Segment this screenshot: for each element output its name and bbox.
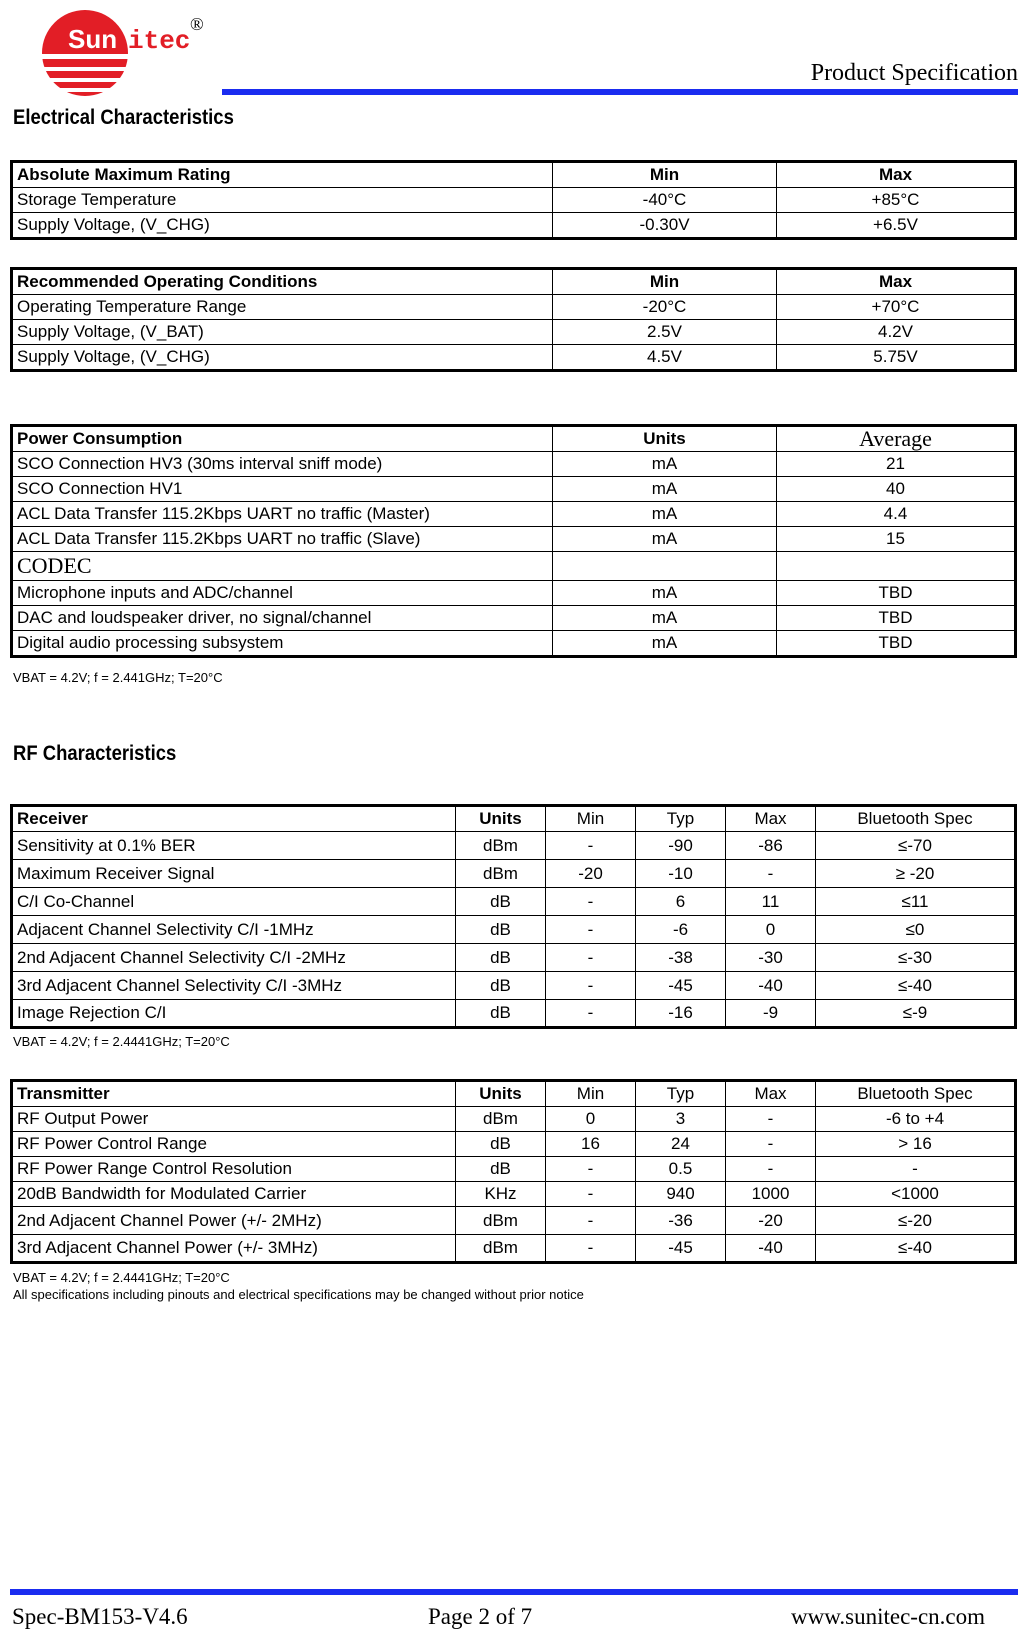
param-cell: Microphone inputs and ADC/channel bbox=[12, 581, 553, 606]
min-cell: - bbox=[546, 1207, 636, 1235]
min-cell: - bbox=[546, 1182, 636, 1207]
table-row bbox=[12, 345, 1016, 371]
table-row bbox=[12, 188, 1016, 213]
value-cell bbox=[777, 552, 1016, 581]
max-cell: -20 bbox=[726, 1207, 816, 1235]
header-cell: Recommended Operating Conditions bbox=[12, 269, 553, 295]
table-row bbox=[12, 944, 1016, 972]
value-cell: TBD bbox=[777, 631, 1016, 657]
typ-cell: -38 bbox=[636, 944, 726, 972]
spec-cell: ≤-9 bbox=[816, 1000, 1016, 1028]
value-cell: TBD bbox=[777, 606, 1016, 631]
min-cell: - bbox=[546, 888, 636, 916]
spec-title: Product Specification bbox=[810, 60, 1018, 86]
unit-cell: mA bbox=[553, 477, 777, 502]
param-cell: 3rd Adjacent Channel Selectivity C/I -3MHz bbox=[12, 972, 456, 1000]
spec-cell: ≤11 bbox=[816, 888, 1016, 916]
table-row bbox=[12, 1157, 1016, 1182]
header-cell: Bluetooth Spec bbox=[816, 806, 1016, 832]
value-cell: 40 bbox=[777, 477, 1016, 502]
max-cell: -86 bbox=[726, 832, 816, 860]
param-cell: 20dB Bandwidth for Modulated Carrier bbox=[12, 1182, 456, 1207]
table-row bbox=[12, 527, 1016, 552]
table-row bbox=[12, 552, 1016, 581]
min-cell: - bbox=[546, 944, 636, 972]
spec-cell: > 16 bbox=[816, 1132, 1016, 1157]
min-cell: -40°C bbox=[553, 188, 777, 213]
page-number: Page 2 of 7 bbox=[428, 1604, 533, 1629]
table-row bbox=[12, 1235, 1016, 1263]
param-cell: 2nd Adjacent Channel Power (+/- 2MHz) bbox=[12, 1207, 456, 1235]
table-row bbox=[12, 1132, 1016, 1157]
unit-cell: mA bbox=[553, 631, 777, 657]
min-cell: 2.5V bbox=[553, 320, 777, 345]
max-cell: 0 bbox=[726, 916, 816, 944]
param-cell: Operating Temperature Range bbox=[12, 295, 553, 320]
min-cell: - bbox=[546, 1157, 636, 1182]
unit-cell: mA bbox=[553, 502, 777, 527]
unit-cell: mA bbox=[553, 527, 777, 552]
header-cell: Typ bbox=[636, 1081, 726, 1107]
param-cell: Image Rejection C/I bbox=[12, 1000, 456, 1028]
param-cell: Adjacent Channel Selectivity C/I -1MHz bbox=[12, 916, 456, 944]
change-notice: All specifications including pinouts and electrical specifications may be changed without prior notice bbox=[13, 1287, 584, 1302]
value-cell: TBD bbox=[777, 581, 1016, 606]
min-cell: -0.30V bbox=[553, 213, 777, 239]
unit-cell: dB bbox=[456, 1157, 546, 1182]
param-cell: RF Output Power bbox=[12, 1107, 456, 1132]
spec-cell: ≤-70 bbox=[816, 832, 1016, 860]
typ-cell: -45 bbox=[636, 1235, 726, 1263]
typ-cell: -10 bbox=[636, 860, 726, 888]
typ-cell: -16 bbox=[636, 1000, 726, 1028]
footer-rule bbox=[10, 1589, 1018, 1595]
param-cell: ACL Data Transfer 115.2Kbps UART no traffic (Slave) bbox=[12, 527, 553, 552]
param-cell: Sensitivity at 0.1% BER bbox=[12, 832, 456, 860]
spec-cell: ≤-40 bbox=[816, 1235, 1016, 1263]
unit-cell: dB bbox=[456, 1132, 546, 1157]
unit-cell: dB bbox=[456, 1000, 546, 1028]
unit-cell: dB bbox=[456, 888, 546, 916]
svg-text:Sun: Sun bbox=[68, 24, 118, 54]
table-header-row bbox=[12, 1081, 1016, 1107]
table-row bbox=[12, 213, 1016, 239]
header-cell: Min bbox=[553, 162, 777, 188]
spec-cell: -6 to +4 bbox=[816, 1107, 1016, 1132]
header-cell: Max bbox=[726, 1081, 816, 1107]
max-cell: +85°C bbox=[777, 188, 1016, 213]
typ-cell: 940 bbox=[636, 1182, 726, 1207]
table-row bbox=[12, 916, 1016, 944]
unit-cell: dBm bbox=[456, 832, 546, 860]
table-row bbox=[12, 502, 1016, 527]
max-cell: - bbox=[726, 1132, 816, 1157]
header-cell: Receiver bbox=[12, 806, 456, 832]
param-cell: Digital audio processing subsystem bbox=[12, 631, 553, 657]
recommended-conditions-table bbox=[10, 267, 1017, 372]
spec-cell: ≤0 bbox=[816, 916, 1016, 944]
min-cell: - bbox=[546, 1000, 636, 1028]
param-cell: ACL Data Transfer 115.2Kbps UART no traffic (Master) bbox=[12, 502, 553, 527]
table-row bbox=[12, 477, 1016, 502]
max-cell: - bbox=[726, 860, 816, 888]
spec-cell: ≤-30 bbox=[816, 944, 1016, 972]
max-cell: +6.5V bbox=[777, 213, 1016, 239]
transmitter-table bbox=[10, 1079, 1017, 1264]
typ-cell: -36 bbox=[636, 1207, 726, 1235]
min-cell: 4.5V bbox=[553, 345, 777, 371]
doc-id: Spec-BM153-V4.6 bbox=[12, 1604, 188, 1629]
unit-cell: dBm bbox=[456, 1107, 546, 1132]
electrical-title: Electrical Characteristics bbox=[13, 106, 234, 129]
max-cell: -40 bbox=[726, 1235, 816, 1263]
unit-cell: dBm bbox=[456, 1207, 546, 1235]
max-cell: 4.2V bbox=[777, 320, 1016, 345]
param-cell: SCO Connection HV1 bbox=[12, 477, 553, 502]
min-cell: - bbox=[546, 972, 636, 1000]
value-cell: 15 bbox=[777, 527, 1016, 552]
absolute-max-table bbox=[10, 160, 1017, 240]
sunitec-logo bbox=[40, 8, 220, 98]
min-cell: - bbox=[546, 916, 636, 944]
max-cell: - bbox=[726, 1107, 816, 1132]
unit-cell: dBm bbox=[456, 860, 546, 888]
max-cell: 11 bbox=[726, 888, 816, 916]
website-link[interactable]: www.sunitec-cn.com bbox=[791, 1604, 985, 1629]
unit-cell: dB bbox=[456, 944, 546, 972]
min-cell: 16 bbox=[546, 1132, 636, 1157]
unit-cell: mA bbox=[553, 606, 777, 631]
param-cell: RF Power Control Range bbox=[12, 1132, 456, 1157]
receiver-table bbox=[10, 804, 1017, 1029]
power-consumption-table bbox=[10, 424, 1017, 658]
param-cell: C/I Co-Channel bbox=[12, 888, 456, 916]
value-cell: 21 bbox=[777, 452, 1016, 477]
power-note: VBAT = 4.2V; f = 2.441GHz; T=20°C bbox=[13, 670, 223, 685]
typ-cell: 3 bbox=[636, 1107, 726, 1132]
spec-cell: ≤-40 bbox=[816, 972, 1016, 1000]
table-row bbox=[12, 1182, 1016, 1207]
header-cell: Max bbox=[777, 269, 1016, 295]
spec-cell: ≤-20 bbox=[816, 1207, 1016, 1235]
unit-cell: KHz bbox=[456, 1182, 546, 1207]
unit-cell: mA bbox=[553, 452, 777, 477]
table-row bbox=[12, 320, 1016, 345]
table-row bbox=[12, 452, 1016, 477]
param-cell: SCO Connection HV3 (30ms interval sniff mode) bbox=[12, 452, 553, 477]
min-cell: - bbox=[546, 832, 636, 860]
unit-cell: dBm bbox=[456, 1235, 546, 1263]
typ-cell: -90 bbox=[636, 832, 726, 860]
param-cell: Storage Temperature bbox=[12, 188, 553, 213]
header-cell: Power Consumption bbox=[12, 426, 553, 452]
max-cell: -40 bbox=[726, 972, 816, 1000]
table-row bbox=[12, 888, 1016, 916]
param-cell: RF Power Range Control Resolution bbox=[12, 1157, 456, 1182]
table-row bbox=[12, 295, 1016, 320]
receiver-note: VBAT = 4.2V; f = 2.4441GHz; T=20°C bbox=[13, 1034, 230, 1049]
table-row bbox=[12, 1107, 1016, 1132]
min-cell: -20°C bbox=[553, 295, 777, 320]
table-row bbox=[12, 1000, 1016, 1028]
max-cell: -9 bbox=[726, 1000, 816, 1028]
spec-cell: - bbox=[816, 1157, 1016, 1182]
spec-cell: ≥ -20 bbox=[816, 860, 1016, 888]
max-cell: 1000 bbox=[726, 1182, 816, 1207]
table-row bbox=[12, 606, 1016, 631]
header-cell: Max bbox=[726, 806, 816, 832]
typ-cell: 0.5 bbox=[636, 1157, 726, 1182]
header-cell: Typ bbox=[636, 806, 726, 832]
unit-cell bbox=[553, 552, 777, 581]
header-rule bbox=[222, 89, 1018, 95]
rf-title: RF Characteristics bbox=[13, 742, 177, 765]
spec-cell: <1000 bbox=[816, 1182, 1016, 1207]
param-cell: Supply Voltage, (V_CHG) bbox=[12, 213, 553, 239]
param-cell: Supply Voltage, (V_BAT) bbox=[12, 320, 553, 345]
svg-text:itec: itec bbox=[128, 26, 191, 56]
typ-cell: -45 bbox=[636, 972, 726, 1000]
param-cell: CODEC bbox=[12, 552, 553, 581]
table-header-row bbox=[12, 162, 1016, 188]
header-cell: Bluetooth Spec bbox=[816, 1081, 1016, 1107]
table-row bbox=[12, 631, 1016, 657]
header-cell: Absolute Maximum Rating bbox=[12, 162, 553, 188]
param-cell: 3rd Adjacent Channel Power (+/- 3MHz) bbox=[12, 1235, 456, 1263]
header-cell: Min bbox=[553, 269, 777, 295]
table-header-row bbox=[12, 426, 1016, 452]
param-cell: DAC and loudspeaker driver, no signal/channel bbox=[12, 606, 553, 631]
max-cell: -30 bbox=[726, 944, 816, 972]
unit-cell: dB bbox=[456, 972, 546, 1000]
max-cell: +70°C bbox=[777, 295, 1016, 320]
table-row bbox=[12, 832, 1016, 860]
table-row bbox=[12, 581, 1016, 606]
transmitter-note: VBAT = 4.2V; f = 2.4441GHz; T=20°C bbox=[13, 1270, 230, 1285]
header-cell: Units bbox=[553, 426, 777, 452]
unit-cell: dB bbox=[456, 916, 546, 944]
typ-cell: 6 bbox=[636, 888, 726, 916]
max-cell: 5.75V bbox=[777, 345, 1016, 371]
table-row bbox=[12, 972, 1016, 1000]
typ-cell: -6 bbox=[636, 916, 726, 944]
param-cell: 2nd Adjacent Channel Selectivity C/I -2MHz bbox=[12, 944, 456, 972]
min-cell: 0 bbox=[546, 1107, 636, 1132]
typ-cell: 24 bbox=[636, 1132, 726, 1157]
table-header-row bbox=[12, 269, 1016, 295]
header-cell: Min bbox=[546, 806, 636, 832]
table-row bbox=[12, 1207, 1016, 1235]
unit-cell: mA bbox=[553, 581, 777, 606]
header-cell: Transmitter bbox=[12, 1081, 456, 1107]
max-cell: - bbox=[726, 1157, 816, 1182]
header-cell: Units bbox=[456, 806, 546, 832]
param-cell: Supply Voltage, (V_CHG) bbox=[12, 345, 553, 371]
header-cell: Units bbox=[456, 1081, 546, 1107]
value-cell: 4.4 bbox=[777, 502, 1016, 527]
param-cell: Maximum Receiver Signal bbox=[12, 860, 456, 888]
header-cell: Max bbox=[777, 162, 1016, 188]
table-row bbox=[12, 860, 1016, 888]
table-header-row bbox=[12, 806, 1016, 832]
header-cell: Average bbox=[777, 426, 1016, 452]
min-cell: - bbox=[546, 1235, 636, 1263]
svg-text:®: ® bbox=[190, 14, 204, 34]
min-cell: -20 bbox=[546, 860, 636, 888]
header-cell: Min bbox=[546, 1081, 636, 1107]
